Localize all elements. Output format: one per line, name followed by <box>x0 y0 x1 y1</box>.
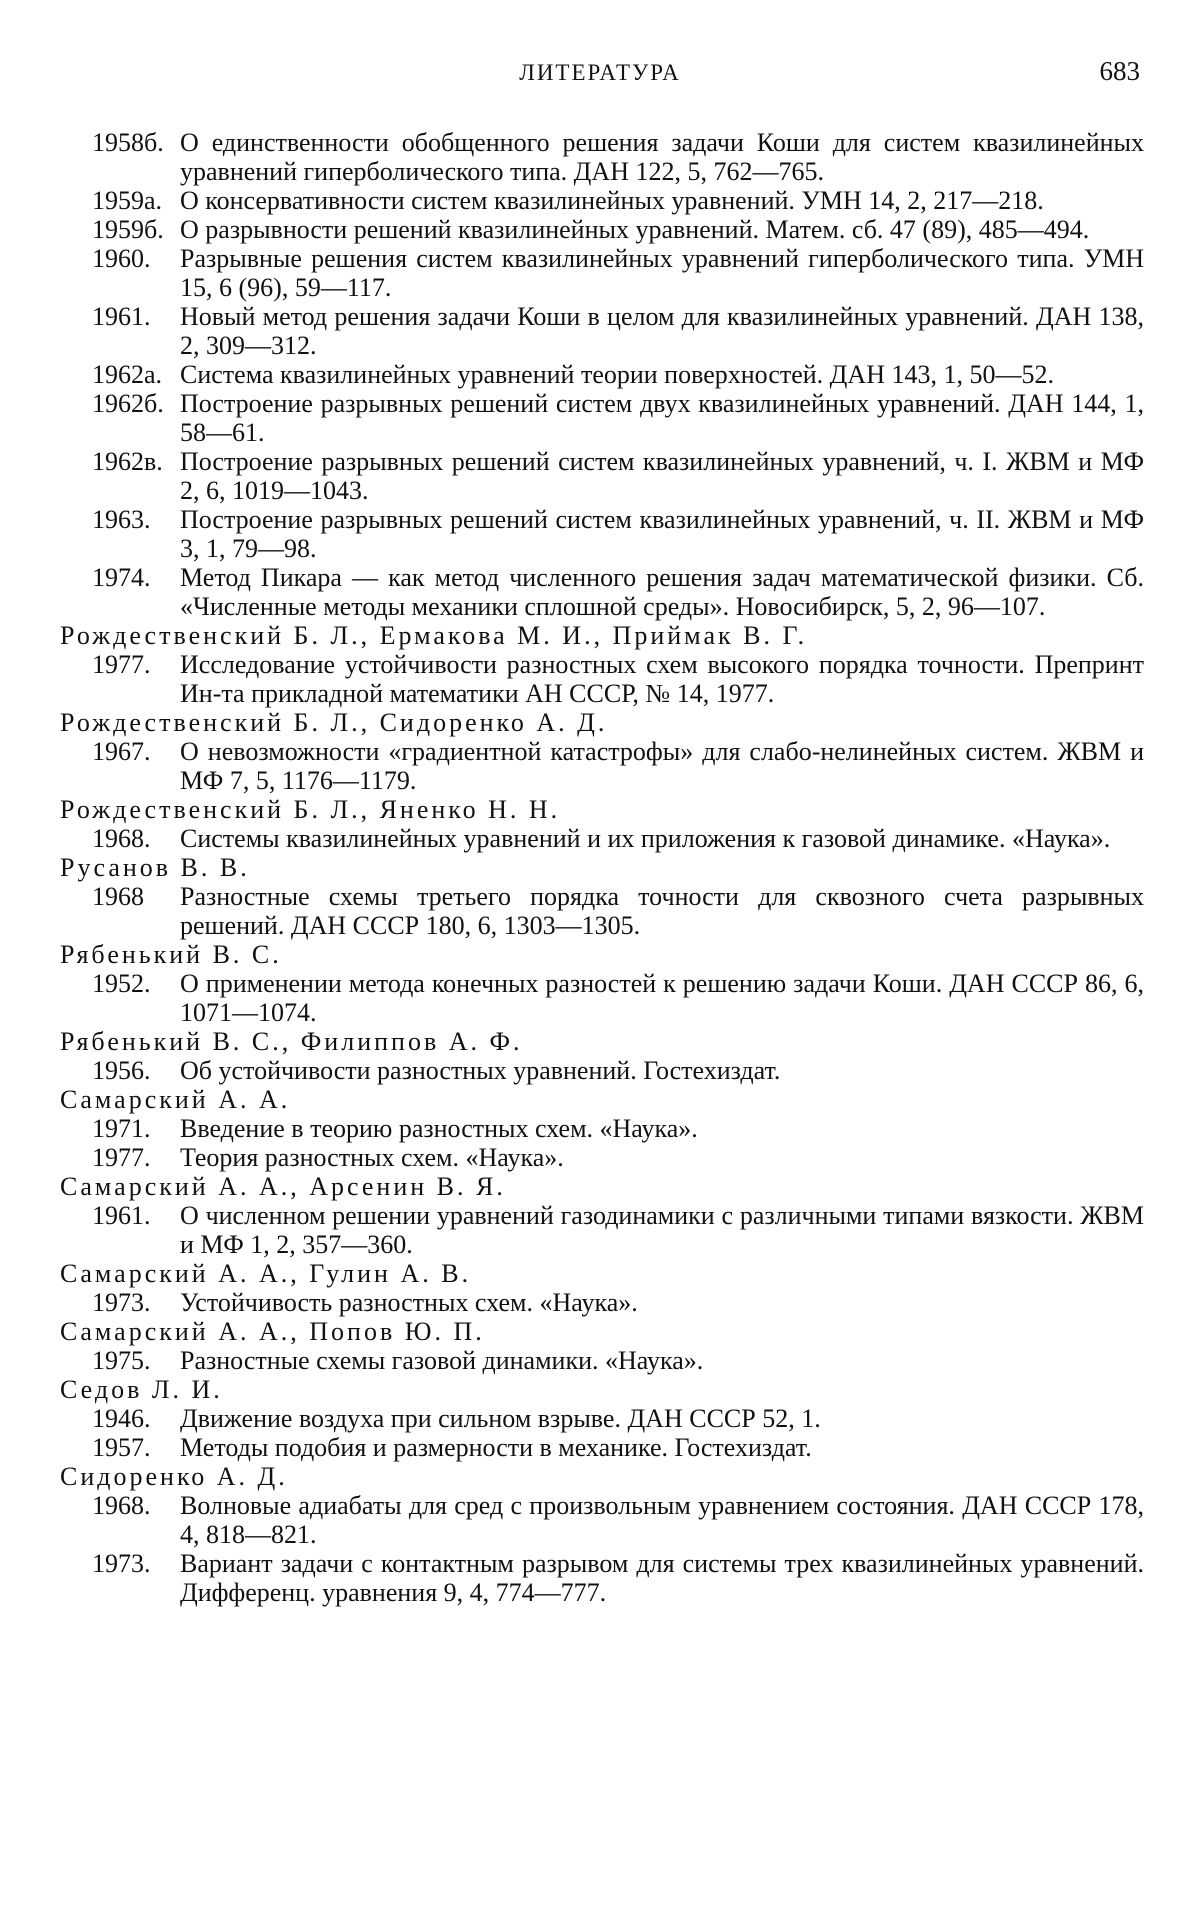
entry-year: 1961. <box>92 1201 151 1230</box>
author-heading: Сидоренко А. Д. <box>60 1462 288 1491</box>
reference-entry <box>0 302 1200 360</box>
reference-entry <box>0 882 1200 940</box>
entry-text: Устойчивость разностных схем. «Наука». <box>180 1288 638 1317</box>
page-number: 683 <box>1099 56 1140 86</box>
entry-year: 1968 <box>92 882 144 911</box>
entry-text: О единственности обобщенного решения задачи Коши для систем квазилинейных уравнений гиперболического типа. ДАН 122, 5, 762—765. <box>180 128 1144 186</box>
entry-year: 1958б. <box>92 128 164 157</box>
reference-entry <box>0 1143 1200 1172</box>
entry-year: 1961. <box>92 302 151 331</box>
reference-entry <box>0 244 1200 302</box>
reference-entry <box>0 505 1200 563</box>
entry-year: 1968. <box>92 1491 151 1520</box>
reference-entry <box>0 1491 1200 1549</box>
reference-entry <box>0 1549 1200 1607</box>
entry-year: 1962б. <box>92 389 164 418</box>
entry-year: 1977. <box>92 1143 151 1172</box>
reference-entry <box>0 360 1200 389</box>
author-heading: Самарский А. А. <box>60 1085 291 1114</box>
author-heading: Рябенький В. С. <box>60 940 282 969</box>
entry-text: Исследование устойчивости разностных схем высокого порядка точности. Препринт Ин-та прикладной математики АН СССР, № 14, 1977. <box>180 650 1144 708</box>
running-title: ЛИТЕРАТУРА <box>519 60 681 85</box>
entry-text: Построение разрывных решений систем квазилинейных уравнений, ч. I. ЖВМ и МФ 2, 6, 1019—1043. <box>180 447 1144 505</box>
author-heading: Рождественский Б. Л., Яненко Н. Н. <box>60 795 561 824</box>
entry-year: 1957. <box>92 1433 151 1462</box>
reference-entry <box>0 1433 1200 1462</box>
entry-year: 1946. <box>92 1404 151 1433</box>
entry-year: 1977. <box>92 650 151 679</box>
entry-text: Построение разрывных решений систем квазилинейных уравнений, ч. II. ЖВМ и МФ 3, 1, 79—98. <box>180 505 1144 563</box>
entry-text: Вариант задачи с контактным разрывом для системы трех квазилинейных уравнений. Дифференц. уравнения 9, 4, 774—777. <box>180 1549 1144 1607</box>
reference-list <box>0 128 1200 1607</box>
reference-entry <box>0 389 1200 447</box>
entry-year: 1960. <box>92 244 151 273</box>
reference-entry <box>0 447 1200 505</box>
entry-year: 1967. <box>92 737 151 766</box>
entry-text: Методы подобия и размерности в механике. Гостехиздат. <box>180 1433 812 1462</box>
entry-year: 1973. <box>92 1549 151 1578</box>
entry-year: 1968. <box>92 824 151 853</box>
entry-text: О численном решении уравнений газодинамики с различными типами вязкости. ЖВМ и МФ 1, 2, 357—360. <box>180 1201 1144 1259</box>
reference-entry <box>0 1288 1200 1317</box>
reference-entry <box>0 1201 1200 1259</box>
entry-year: 1971. <box>92 1114 151 1143</box>
entry-text: О невозможности «градиентной катастрофы» для слабо-нелинейных систем. ЖВМ и МФ 7, 5, 1176—1179. <box>180 737 1144 795</box>
reference-entry <box>0 215 1200 244</box>
reference-entry <box>0 1056 1200 1085</box>
entry-year: 1952. <box>92 969 151 998</box>
reference-entry <box>0 824 1200 853</box>
entry-text: О консервативности систем квазилинейных уравнений. УМН 14, 2, 217—218. <box>180 186 1044 215</box>
entry-year: 1959б. <box>92 215 164 244</box>
reference-entry <box>0 737 1200 795</box>
reference-entry <box>0 1114 1200 1143</box>
reference-entry <box>0 186 1200 215</box>
entry-text: Метод Пикара — как метод численного решения задач математической физики. Сб. «Численные методы механики сплошной среды». Новосибирск, 5, 2, 96—107. <box>180 563 1144 621</box>
entry-text: Волновые адиабаты для сред с произвольным уравнением состояния. ДАН СССР 178, 4, 818—821. <box>180 1491 1144 1549</box>
entry-text: Новый метод решения задачи Коши в целом для квазилинейных уравнений. ДАН 138, 2, 309—312. <box>180 302 1144 360</box>
entry-text: Об устойчивости разностных уравнений. Гостехиздат. <box>180 1056 781 1085</box>
entry-text: Система квазилинейных уравнений теории поверхностей. ДАН 143, 1, 50—52. <box>180 360 1054 389</box>
entry-text: Движение воздуха при сильном взрыве. ДАН СССР 52, 1. <box>180 1404 821 1433</box>
reference-entry <box>0 1404 1200 1433</box>
reference-entry <box>0 1346 1200 1375</box>
entry-text: Разрывные решения систем квазилинейных уравнений гиперболического типа. УМН 15, 6 (96), 59—117. <box>180 244 1144 302</box>
entry-text: Теория разностных схем. «Наука». <box>180 1143 564 1172</box>
author-heading: Рождественский Б. Л., Ермакова М. И., Приймак В. Г. <box>60 621 808 650</box>
author-heading: Рябенький В. С., Филиппов А. Ф. <box>60 1027 523 1056</box>
reference-entry <box>0 563 1200 621</box>
entry-text: Разностные схемы третьего порядка точности для сквозного счета разрывных решений. ДАН СССР 180, 6, 1303—1305. <box>180 882 1144 940</box>
author-heading: Самарский А. А., Попов Ю. П. <box>60 1317 485 1346</box>
entry-text: Разностные схемы газовой динамики. «Наука». <box>180 1346 704 1375</box>
entry-year: 1975. <box>92 1346 151 1375</box>
entry-text: О разрывности решений квазилинейных уравнений. Матем. сб. 47 (89), 485—494. <box>180 215 1090 244</box>
reference-entry <box>0 128 1200 186</box>
entry-text: О применении метода конечных разностей к решению задачи Коши. ДАН СССР 86, 6, 1071—1074. <box>180 969 1144 1027</box>
author-heading: Самарский А. А., Арсенин В. Я. <box>60 1172 506 1201</box>
reference-entry <box>0 650 1200 708</box>
author-heading: Русанов В. В. <box>60 853 250 882</box>
reference-entry <box>0 969 1200 1027</box>
entry-year: 1962в. <box>92 447 163 476</box>
author-heading: Седов Л. И. <box>60 1375 223 1404</box>
entry-year: 1962а. <box>92 360 163 389</box>
entry-text: Построение разрывных решений систем двух квазилинейных уравнений. ДАН 144, 1, 58—61. <box>180 389 1144 447</box>
author-heading: Самарский А. А., Гулин А. В. <box>60 1259 472 1288</box>
entry-text: Системы квазилинейных уравнений и их приложения к газовой динамике. «Наука». <box>180 824 1111 853</box>
entry-year: 1959а. <box>92 186 163 215</box>
entry-year: 1956. <box>92 1056 151 1085</box>
entry-year: 1963. <box>92 505 151 534</box>
entry-year: 1973. <box>92 1288 151 1317</box>
entry-text: Введение в теорию разностных схем. «Наука». <box>180 1114 698 1143</box>
entry-year: 1974. <box>92 563 151 592</box>
running-head <box>60 56 1140 92</box>
author-heading: Рождественский Б. Л., Сидоренко А. Д. <box>60 708 608 737</box>
